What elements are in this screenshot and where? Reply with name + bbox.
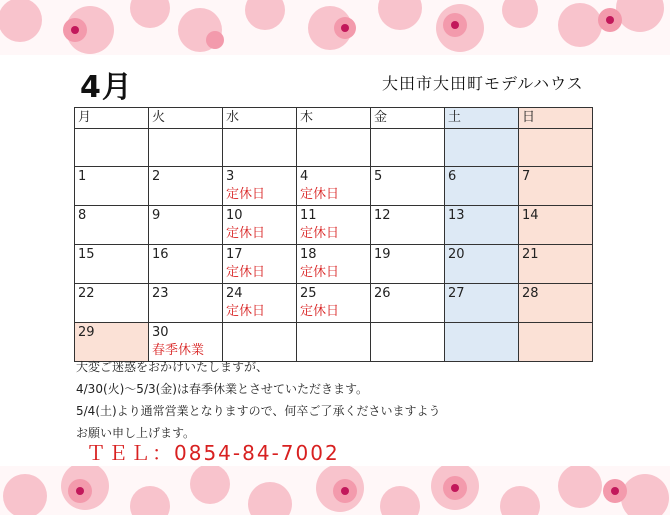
day-cell xyxy=(75,284,149,323)
day-cell xyxy=(223,129,297,167)
day-note: 定休日 xyxy=(300,226,340,241)
day-number: 29 xyxy=(78,325,95,340)
week-row xyxy=(75,284,593,323)
day-number: 23 xyxy=(152,286,169,301)
day-cell xyxy=(445,167,519,206)
day-cell xyxy=(149,245,223,284)
weekday-label: 火 xyxy=(149,108,223,129)
day-number: 6 xyxy=(448,169,457,184)
day-number: 22 xyxy=(78,286,95,301)
bottom-blossom-border xyxy=(0,466,670,515)
month-title: 4月 xyxy=(80,70,133,105)
day-cell xyxy=(223,245,297,284)
day-number: 2 xyxy=(152,169,161,184)
day-cell xyxy=(297,245,371,284)
day-number: 13 xyxy=(448,208,465,223)
notice-line: 4/30(火)～5/3(金)は春季休業とさせていただきます。 xyxy=(76,382,369,396)
day-note: 定休日 xyxy=(300,265,340,280)
day-note: 定休日 xyxy=(226,304,266,319)
day-number: 30 xyxy=(152,325,169,340)
day-number: 14 xyxy=(522,208,539,223)
day-note: 定休日 xyxy=(226,226,266,241)
day-number: 25 xyxy=(300,286,317,301)
day-cell xyxy=(371,206,445,245)
day-number: 16 xyxy=(152,247,169,262)
day-cell xyxy=(75,167,149,206)
day-number: 21 xyxy=(522,247,539,262)
weekday-label: 金 xyxy=(371,108,445,129)
day-cell xyxy=(519,284,593,323)
day-cell xyxy=(445,129,519,167)
day-cell xyxy=(445,323,519,362)
week-row xyxy=(75,245,593,284)
notice-line: 5/4(土)より通常営業となりますので、何卒ご了承くださいますよう xyxy=(76,404,441,418)
top-blossom-border xyxy=(0,0,670,55)
week-row xyxy=(75,129,593,167)
day-cell xyxy=(75,129,149,167)
day-note: 定休日 xyxy=(226,187,266,202)
day-number: 5 xyxy=(374,169,383,184)
day-cell xyxy=(149,206,223,245)
day-cell xyxy=(223,206,297,245)
day-cell xyxy=(371,284,445,323)
day-note: 定休日 xyxy=(226,265,266,280)
day-number: 28 xyxy=(522,286,539,301)
day-number: 12 xyxy=(374,208,391,223)
day-number: 11 xyxy=(300,208,317,223)
day-number: 1 xyxy=(78,169,87,184)
day-number: 27 xyxy=(448,286,465,301)
day-cell xyxy=(149,284,223,323)
day-cell xyxy=(519,245,593,284)
day-cell xyxy=(371,245,445,284)
location-name: 大田市大田町モデルハウス xyxy=(382,74,584,93)
week-row xyxy=(75,167,593,206)
cherry-blossom-icon xyxy=(0,0,670,55)
day-cell xyxy=(445,206,519,245)
day-number: 19 xyxy=(374,247,391,262)
day-note: 定休日 xyxy=(300,304,340,319)
day-note: 定休日 xyxy=(300,187,340,202)
day-number: 18 xyxy=(300,247,317,262)
day-cell xyxy=(297,284,371,323)
day-cell xyxy=(519,323,593,362)
day-cell xyxy=(519,167,593,206)
day-number: 24 xyxy=(226,286,243,301)
day-number: 10 xyxy=(226,208,243,223)
notice-line: 大変ご迷惑をおかけいたしますが、 xyxy=(76,360,269,374)
calendar-table xyxy=(74,107,593,362)
day-cell xyxy=(149,129,223,167)
weekday-label: 水 xyxy=(223,108,297,129)
day-cell xyxy=(297,129,371,167)
day-cell xyxy=(223,284,297,323)
cherry-blossom-icon xyxy=(0,466,670,515)
notice-line: お願い申し上げます。 xyxy=(76,426,196,440)
day-number: 8 xyxy=(78,208,87,223)
day-cell xyxy=(297,167,371,206)
day-number: 15 xyxy=(78,247,95,262)
day-number: 3 xyxy=(226,169,235,184)
day-cell xyxy=(149,167,223,206)
week-row xyxy=(75,206,593,245)
day-number: 17 xyxy=(226,247,243,262)
closure-notice xyxy=(76,356,440,444)
day-cell xyxy=(445,284,519,323)
day-number: 7 xyxy=(522,169,531,184)
day-cell xyxy=(445,245,519,284)
day-cell xyxy=(75,206,149,245)
day-cell xyxy=(371,167,445,206)
day-cell xyxy=(75,245,149,284)
weekday-label: 木 xyxy=(297,108,371,129)
day-cell xyxy=(297,206,371,245)
day-number: 4 xyxy=(300,169,309,184)
weekday-label-saturday: 土 xyxy=(445,108,519,129)
day-cell xyxy=(519,129,593,167)
day-cell xyxy=(223,167,297,206)
weekday-header-row xyxy=(75,108,593,129)
day-cell xyxy=(371,129,445,167)
day-number: 9 xyxy=(152,208,161,223)
weekday-label: 月 xyxy=(75,108,149,129)
phone-number: ＴＥＬ：0854-84-7002 xyxy=(86,441,340,465)
day-cell xyxy=(519,206,593,245)
day-number: 26 xyxy=(374,286,391,301)
day-number: 20 xyxy=(448,247,465,262)
weekday-label-sunday: 日 xyxy=(519,108,593,129)
day-note: 春季休業 xyxy=(152,343,205,358)
